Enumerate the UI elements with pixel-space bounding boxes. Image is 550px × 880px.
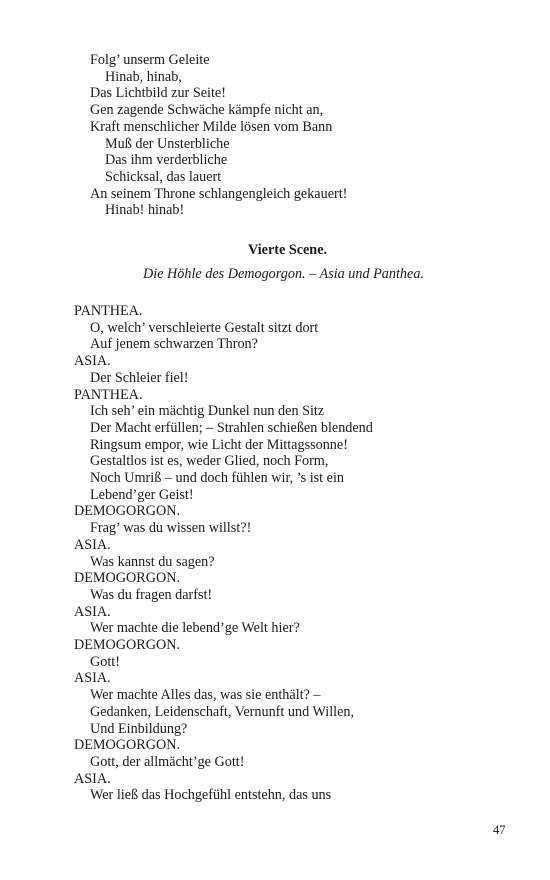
verse-line: Das Lichtbild zur Seite!	[90, 85, 226, 102]
speaker-name: DEMOGORGON.	[74, 503, 181, 520]
verse-line: Gen zagende Schwäche kämpfe nicht an,	[90, 102, 324, 119]
dialogue-line: Gott!	[90, 653, 120, 670]
speaker-name: ASIA.	[74, 353, 111, 370]
verse-line: An seinem Throne schlangengleich gekauert!	[90, 185, 348, 202]
dialogue-line: Gott, der allmächt’ge Gott!	[90, 753, 245, 770]
speaker-name: PANTHEA.	[74, 386, 143, 403]
stage-direction: Die Höhle des Demogorgon. – Asia und Panthea.	[143, 266, 424, 282]
speaker-name: DEMOGORGON.	[74, 637, 181, 653]
dialogue-line: Wer machte die lebend’ge Welt hier?	[90, 620, 300, 637]
dialogue-line: Gedanken, Leidenschaft, Vernunft und Willen,	[90, 703, 355, 720]
verse-line: Hinab, hinab,	[105, 68, 182, 85]
dialogue-line: Wer machte Alles das, was sie enthält? –	[90, 687, 321, 704]
scene-title: Vierte Scene.	[248, 242, 328, 258]
dialogue-line: Lebend’ger Geist!	[90, 486, 194, 503]
dialogue-line: O, welch’ verschleierte Gestalt sitzt dort	[90, 319, 319, 336]
speaker-name: ASIA.	[74, 603, 111, 620]
dialogue-line: Was du fragen darfst!	[90, 586, 213, 603]
dialogue-line: Ringsum empor, wie Licht der Mittagssonne!	[90, 436, 348, 453]
page-number: 47	[493, 823, 506, 837]
dialogue-line: Der Macht erfüllen; – Strahlen schießen blendend	[90, 419, 373, 436]
dialogue-line: Wer ließ das Hochgefühl entstehn, das uns	[90, 787, 332, 804]
dialogue-line: Frag’ was du wissen willst?!	[90, 520, 252, 537]
verse-line: Kraft menschlicher Milde lösen vom Bann	[90, 118, 333, 135]
dialogue-line: Und Einbildung?	[90, 720, 188, 737]
dialogue-line: Gestaltlos ist es, weder Glied, noch Form,	[90, 453, 329, 470]
dialogue-line: Auf jenem schwarzen Thron?	[90, 336, 258, 353]
verse-line: Muß der Unsterbliche	[105, 135, 230, 152]
speaker-name: ASIA.	[74, 536, 111, 553]
verse-line: Das ihm verderbliche	[105, 152, 228, 169]
verse-line: Hinab! hinab!	[105, 202, 185, 219]
dialogue-line: Noch Umriß – und doch fühlen wir, ’s ist ein	[90, 470, 344, 486]
speaker-name: ASIA.	[74, 670, 111, 687]
speaker-name: PANTHEA.	[74, 303, 143, 319]
verse-line: Schicksal, das lauert	[105, 168, 222, 185]
speaker-name: DEMOGORGON.	[74, 737, 181, 754]
dialogue-line: Was kannst du sagen?	[90, 553, 215, 570]
dialogue-line: Ich seh’ ein mächtig Dunkel nun den Sitz	[90, 403, 325, 420]
speaker-name: ASIA.	[74, 770, 111, 787]
verse-line: Folg’ unserm Geleite	[90, 52, 210, 68]
speaker-name: DEMOGORGON.	[74, 570, 181, 587]
dialogue-line: Der Schleier fiel!	[90, 369, 189, 386]
